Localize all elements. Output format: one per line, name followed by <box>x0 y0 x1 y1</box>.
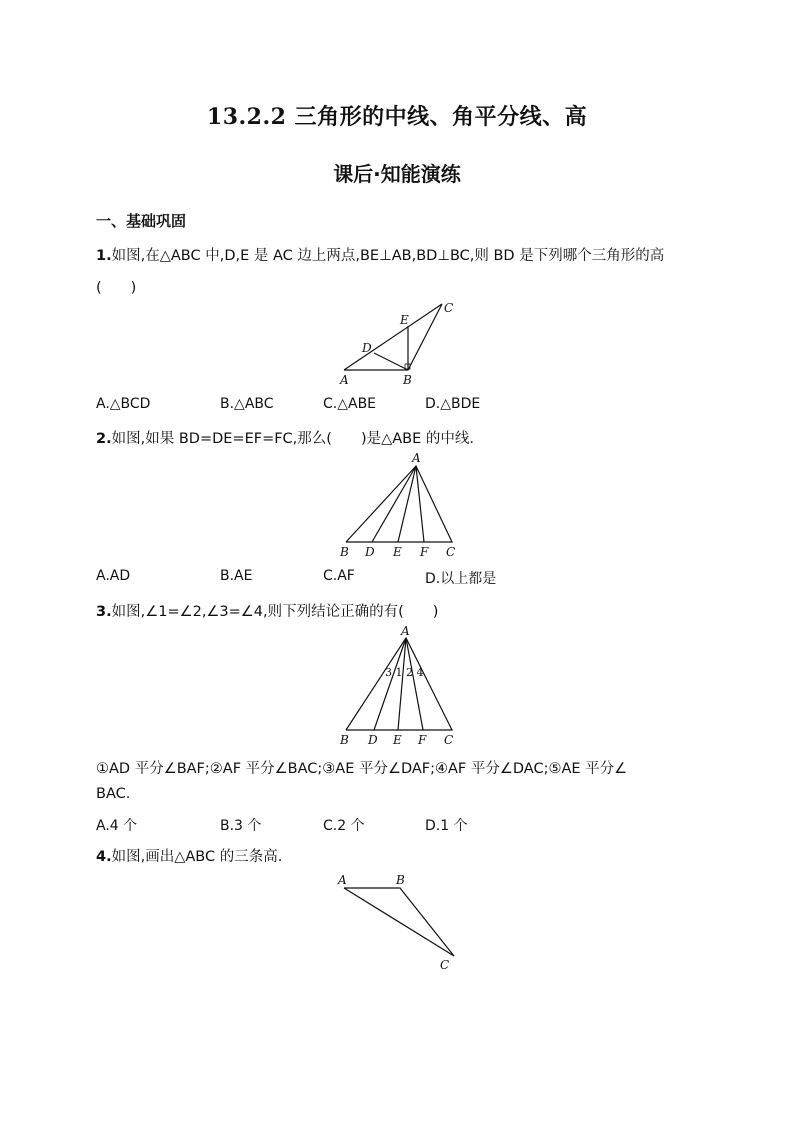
q1-label-b: B <box>403 373 412 387</box>
q1-option-d: D.△BDE <box>425 396 481 412</box>
q3-statements-line2: BAC. <box>96 786 131 802</box>
question-3-text: 如图,∠1=∠2,∠3=∠4,则下列结论正确的有( ) <box>111 604 439 620</box>
q3-label-d: D <box>368 733 378 747</box>
figure-q1 <box>330 298 460 390</box>
q1-option-a: A.△BCD <box>96 396 151 412</box>
q2-label-f: F <box>420 545 429 559</box>
question-1-blank: ( ) <box>96 280 137 296</box>
q3-segment-af <box>406 638 423 730</box>
q2-segment-ae <box>398 466 416 542</box>
q2-label-e: E <box>393 545 402 559</box>
question-1-number: 1. <box>96 248 112 264</box>
figure-q3 <box>336 624 466 750</box>
q1-option-b: B.△ABC <box>220 396 274 412</box>
q3-segment-ae <box>398 638 406 730</box>
q2-label-d: D <box>365 545 375 559</box>
q4-label-c: C <box>440 958 450 972</box>
q1-label-c: C <box>444 301 454 315</box>
q2-option-d: D.以上都是 <box>425 571 497 587</box>
q1-label-d: D <box>362 341 372 355</box>
q4-label-b: B <box>396 873 405 887</box>
q2-label-c: C <box>446 545 456 559</box>
figure-q2 <box>336 452 466 562</box>
q3-option-d: D.1 个 <box>425 818 468 834</box>
q1-triangle-abc <box>344 304 442 370</box>
q3-label-a: A <box>401 624 410 638</box>
question-2-number: 2. <box>96 431 112 447</box>
q1-label-e: E <box>400 313 409 327</box>
page-title: 13.2.2 三角形的中线、角平分线、高 <box>206 104 588 130</box>
question-4 <box>96 845 282 866</box>
q3-label-f: F <box>418 733 427 747</box>
q3-label-c: C <box>444 733 454 747</box>
q3-label-b: B <box>340 733 349 747</box>
section-heading: 一、基础巩固 <box>96 212 187 230</box>
q2-triangle-abc <box>346 466 452 542</box>
q3-angle-labels: 3 1 2 4 <box>385 666 424 679</box>
q3-statements-line1: ①AD 平分∠BAF;②AF 平分∠BAC;③AE 平分∠DAF;④AF 平分∠DAC;⑤AE 平分∠ <box>96 761 628 777</box>
figure-q4 <box>334 872 464 972</box>
q1-option-c: C.△ABE <box>323 396 377 412</box>
q3-segment-ad <box>374 638 406 730</box>
q4-label-a: A <box>338 873 347 887</box>
q2-label-a: A <box>412 451 421 465</box>
q2-segment-ad <box>372 466 416 542</box>
q2-option-b: B.AE <box>220 568 253 584</box>
question-4-number: 4. <box>96 849 112 865</box>
question-4-text: 如图,画出△ABC 的三条高. <box>111 849 283 865</box>
question-3 <box>96 600 438 621</box>
q2-segment-af <box>416 466 424 542</box>
question-1 <box>96 244 664 265</box>
q3-option-b: B.3 个 <box>220 818 262 834</box>
q3-label-e: E <box>393 733 402 747</box>
question-2 <box>96 427 474 448</box>
q2-label-b: B <box>340 545 349 559</box>
page-subtitle: 课后·知能演练 <box>333 162 461 186</box>
q2-option-a: A.AD <box>96 568 131 584</box>
question-1-text: 如图,在△ABC 中,D,E 是 AC 边上两点,BE⊥AB,BD⊥BC,则 BD 是下列哪个三角形的高 <box>111 248 665 264</box>
q1-label-a: A <box>340 373 349 387</box>
q4-triangle-abc <box>344 888 454 956</box>
question-2-text: 如图,如果 BD=DE=EF=FC,那么( )是△ABE 的中线. <box>111 431 475 447</box>
q3-option-c: C.2 个 <box>323 818 365 834</box>
q1-segment-bd <box>374 353 408 370</box>
q3-option-a: A.4 个 <box>96 818 138 834</box>
q2-option-c: C.AF <box>323 568 355 584</box>
question-3-number: 3. <box>96 604 112 620</box>
